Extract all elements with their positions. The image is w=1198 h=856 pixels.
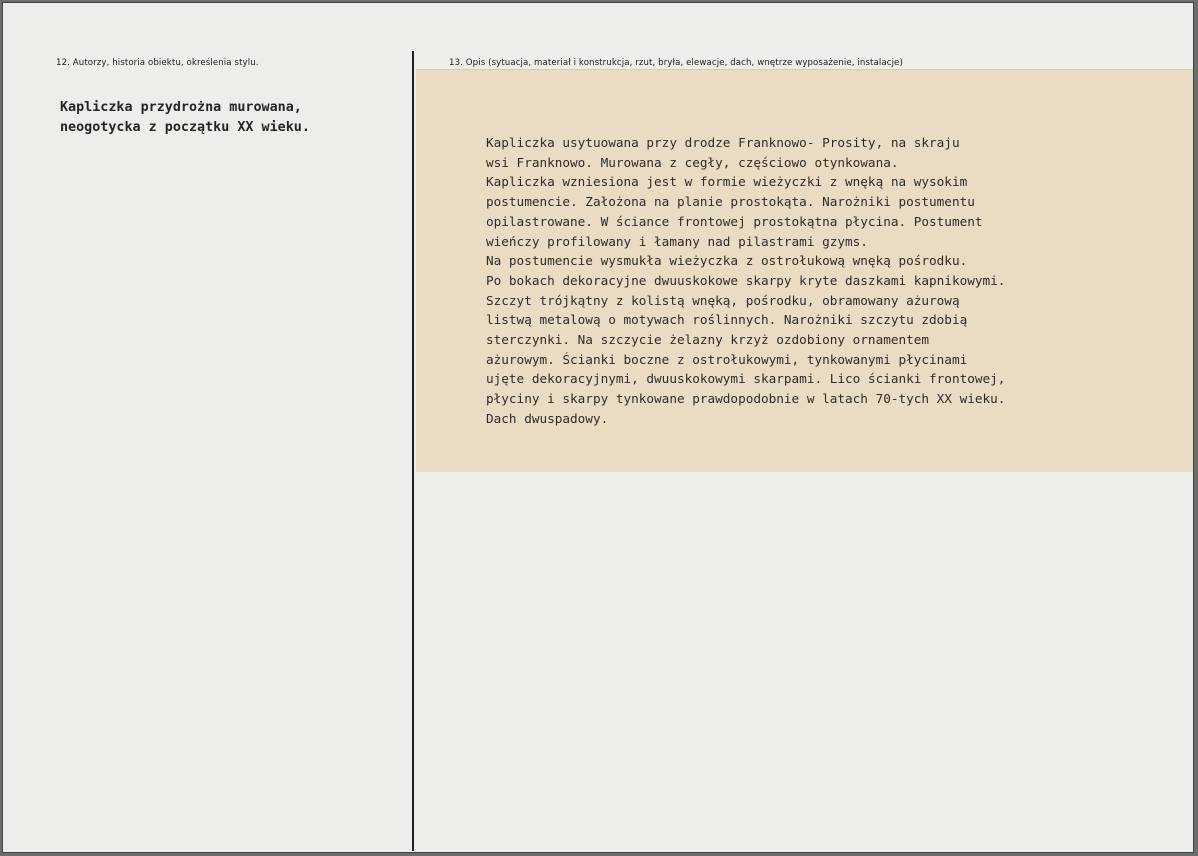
description-line: opilastrowane. W ściance frontowej prostokątna płycina. Postument	[486, 213, 983, 229]
description-line: Kapliczka wzniesiona jest w formie wieżyczki z wnęką na wysokim	[486, 174, 968, 190]
style-line: neogotycka z początku XX wieku.	[60, 120, 310, 135]
style-history-text	[60, 98, 390, 138]
description-line: Szczyt trójkątny z kolistą wnęką, pośrodku, obramowany ażurową	[486, 292, 960, 308]
description-line: Po bokach dekoracyjne dwuuskokowe skarpy kryte daszkami kapnikowymi.	[486, 272, 1006, 288]
description-line: sterczynki. Na szczycie żelazny krzyż ozdobiony ornamentem	[486, 332, 930, 348]
document-page	[2, 2, 1194, 853]
description-line: listwą metalową o motywach roślinnych. Narożniki szczytu zdobią	[486, 312, 968, 328]
pasted-description-slip	[416, 69, 1194, 472]
description-line: wieńczy profilowany i łamany nad pilastrami gzyms.	[486, 233, 868, 249]
description-line: wsi Franknowo. Murowana z cegły, częściowo otynkowana.	[486, 154, 899, 170]
column-divider	[412, 51, 414, 851]
description-line: ażurowym. Ścianki boczne z ostrołukowymi, tynkowanymi płycinami	[486, 351, 968, 367]
description-line: Kapliczka usytuowana przy drodze Franknowo- Prosity, na skraju	[486, 135, 960, 150]
description-line: ujęte dekoracyjnymi, dwuuskokowymi skarpami. Lico ścianki frontowej,	[486, 371, 1006, 387]
style-line: Kapliczka przydrożna murowana,	[60, 100, 302, 115]
description-line: Dach dwuspadowy.	[486, 410, 609, 426]
section-12-heading: 12. Autorzy, historia obiektu, określenia stylu.	[56, 58, 259, 68]
section-13-heading: 13. Opis (sytuacja, materiał i konstrukcja, rzut, bryła, elewacje, dach, wnętrze wyposażenie, instalacje)	[449, 58, 903, 68]
description-line: płyciny i skarpy tynkowane prawdopodobnie w latach 70-tych XX wieku.	[486, 391, 1006, 407]
description-line: postumencie. Założona na planie prostokąta. Narożniki postumentu	[486, 194, 975, 210]
description-line: Na postumencie wysmukła wieżyczka z ostrołukową wnęką pośrodku.	[486, 253, 968, 269]
description-text	[486, 133, 1005, 429]
